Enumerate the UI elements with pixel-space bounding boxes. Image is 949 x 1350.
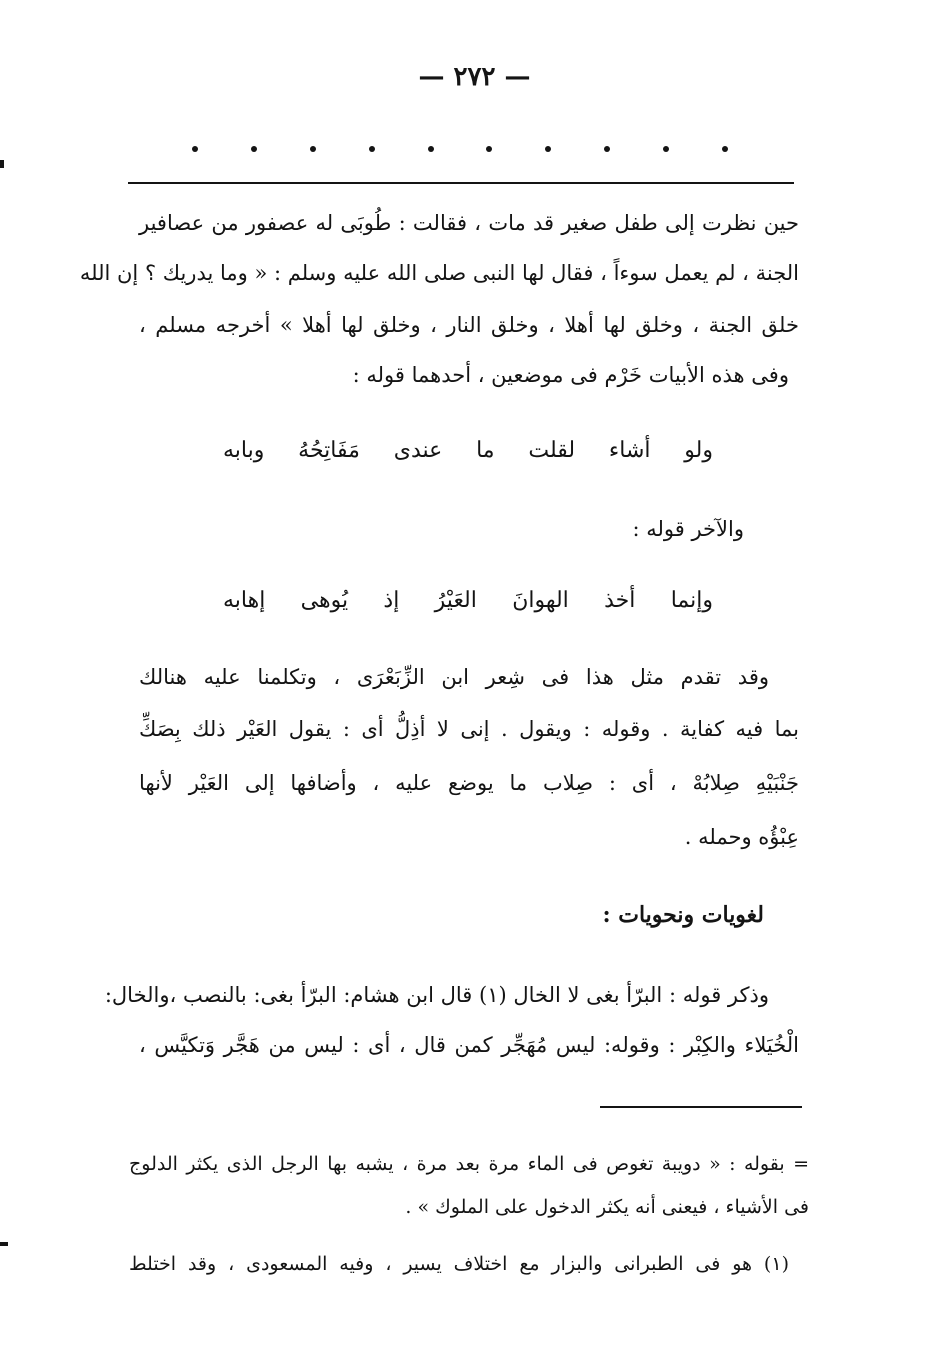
verse-line-1: ولو أشاء لقلت ما عندى مَفَاتِحُهُ وبابه xyxy=(223,438,713,463)
body-line-4: وفى هذه الأبيات خَرْم فى موضعين ، أحدهما قوله : xyxy=(352,363,789,387)
separator-dot xyxy=(663,146,669,152)
header-rule xyxy=(128,182,794,184)
scan-edge-mark-top xyxy=(0,160,4,168)
section-line-2: الْخُيَلاء والكِبْر : وقوله: ليس مُهَجِّر كمن قال ، أى : ليس من هَجَّر وَتكيَّس ، xyxy=(139,1033,799,1057)
separator-dot xyxy=(251,146,257,152)
separator-dot xyxy=(604,146,610,152)
footnote-rule xyxy=(600,1106,802,1108)
commentary-line-1: وقد تقدم مثل هذا فى شِعر ابن الزِّبَعْرَى ، وتكلمنا عليه هنالك xyxy=(139,665,769,689)
separator-dot xyxy=(369,146,375,152)
separator-dot xyxy=(545,146,551,152)
separator-dot xyxy=(428,146,434,152)
footnote-1: (١) هو فى الطبرانى والبزار مع اختلاف يسير ، وفيه المسعودى ، وقد اختلط xyxy=(129,1253,789,1275)
footnote-continuation-line-2: فى الأشياء ، فيعنى أنه يكثر الدخول على الملوك » . xyxy=(405,1196,809,1218)
separator-dot xyxy=(486,146,492,152)
body-line-3: خلق الجنة ، وخلق لها أهلا ، وخلق النار ، وخلق لها أهلا » أخرجه مسلم ، xyxy=(139,313,799,337)
commentary-line-4: عِبْؤُه وحمله . xyxy=(684,825,799,849)
separator-dot xyxy=(722,146,728,152)
footnote-continuation-line-1: = بقوله : « دويبة تغوص فى الماء مرة بعد مرة ، يشبه بها الرجل الذى يكثر الدلوج xyxy=(129,1153,809,1175)
commentary-line-2: بما فيه كفاية . وقوله : ويقول . إنى لا أذِلُّ أى : يقول العَيْر ذلك بِصَكِّ xyxy=(139,717,799,741)
verse-2-intro: والآخر قوله : xyxy=(632,517,744,541)
page-number: — ٢٧٢ — xyxy=(418,62,531,92)
verse-line-2: وإنما أخذ الهوانَ العَيْرُ إذ يُوهى إهابه xyxy=(223,588,713,613)
separator-dot xyxy=(192,146,198,152)
section-heading: لغويات ونحويات : xyxy=(602,902,764,928)
dot-separator xyxy=(192,146,732,158)
scan-edge-mark-bottom xyxy=(0,1242,8,1246)
body-line-2: الجنة ، لم يعمل سوءاً ، فقال لها النبى صلى الله عليه وسلم : « وما يدريك ؟ إن الله xyxy=(79,261,799,285)
body-line-1: حين نظرت إلى طفل صغير قد مات ، فقالت : طُوبَى له عصفور من عصافير xyxy=(139,211,799,235)
section-line-1: وذكر قوله : البرّأ بغى لا الخال (١) قال ابن هشام: البرّأ بغى: بالنصب ،والخال: xyxy=(104,983,769,1007)
commentary-line-3: جَنْبَيْهِ صِلابُهْ ، أى : صِلاب ما يوضع عليه ، وأضافها إلى العَيْر لأنها xyxy=(139,771,799,795)
separator-dot xyxy=(310,146,316,152)
